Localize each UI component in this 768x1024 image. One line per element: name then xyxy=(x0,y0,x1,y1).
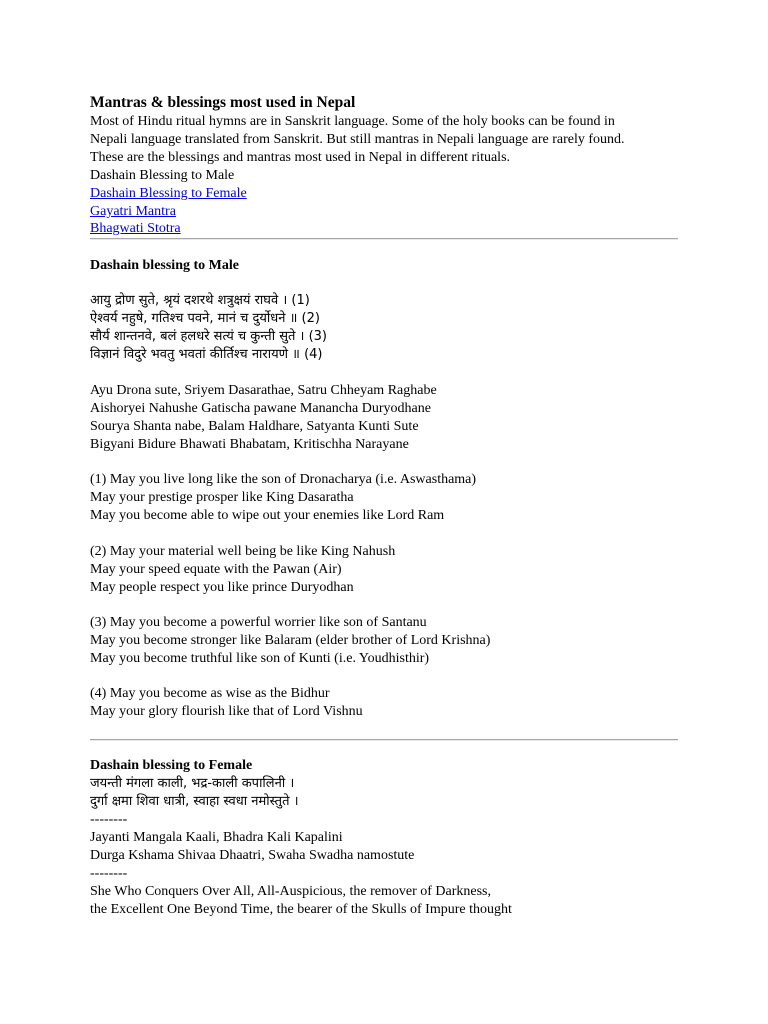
link-bhagwati-stotra[interactable]: Bhagwati Stotra xyxy=(90,221,181,236)
meaning-line: She Who Conquers Over All, All-Auspicious, the remover of Darkness, xyxy=(90,884,492,899)
meaning-line: May people respect you like prince Duryodhan xyxy=(90,580,354,595)
meaning-line: (1) May you live long like the son of Dronacharya (i.e. Aswasthama) xyxy=(90,472,477,487)
transliteration-line: Durga Kshama Shivaa Dhaatri, Swaha Swadha namostute xyxy=(90,848,415,863)
transliteration-line: Jayanti Mangala Kaali, Bhadra Kali Kapalini xyxy=(90,830,343,845)
sanskrit-verse-line: सौर्य शान्तनवे, बलं हलधरे सत्यं च कुन्ती सुते । (3) xyxy=(90,329,328,344)
meaning-line: May your glory flourish like that of Lord Vishnu xyxy=(90,704,363,719)
link-gayatri-mantra[interactable]: Gayatri Mantra xyxy=(90,204,176,219)
separator-line: -------- xyxy=(90,812,128,827)
intro-line: These are the blessings and mantras most used in Nepal in different rituals. xyxy=(90,150,511,165)
sanskrit-verse-line: विज्ञानं विदुरे भवतु भवतां कीर्तिश्च नारायणे ॥ (4) xyxy=(90,347,323,362)
section-heading-male: Dashain blessing to Male xyxy=(90,258,239,273)
meaning-line: (2) May your material well being be like King Nahush xyxy=(90,544,396,559)
transliteration-line: Bigyani Bidure Bhawati Bhabatam, Kritischha Narayane xyxy=(90,437,409,452)
transliteration-line: Ayu Drona sute, Sriyem Dasarathae, Satru Chheyam Raghabe xyxy=(90,383,437,398)
page-title: Mantras & blessings most used in Nepal xyxy=(90,94,356,111)
sanskrit-verse-line: ऐश्वर्य नहुषे, गतिश्च पवने, मानं च दुर्योधने ॥ (2) xyxy=(90,311,320,326)
meaning-line: May your prestige prosper like King Dasaratha xyxy=(90,490,354,505)
meaning-line: May you become stronger like Balaram (elder brother of Lord Krishna) xyxy=(90,633,491,648)
separator-line: -------- xyxy=(90,866,128,881)
meaning-line: (3) May you become a powerful worrier like son of Santanu xyxy=(90,615,427,630)
toc-item-male: Dashain Blessing to Male xyxy=(90,168,235,183)
intro-line: Nepali language translated from Sanskrit. But still mantras in Nepali language are rarely found. xyxy=(90,132,625,147)
transliteration-line: Sourya Shanta nabe, Balam Haldhare, Satyanta Kunti Sute xyxy=(90,419,419,434)
intro-line: Most of Hindu ritual hymns are in Sanskrit language. Some of the holy books can be found in xyxy=(90,114,615,129)
divider xyxy=(90,739,678,741)
sanskrit-verse-line: दुर्गा क्षमा शिवा धात्री, स्वाहा स्वधा नमोस्तुते । xyxy=(90,794,299,809)
divider xyxy=(90,238,678,240)
link-dashain-female[interactable]: Dashain Blessing to Female xyxy=(90,186,247,201)
meaning-line: the Excellent One Beyond Time, the bearer of the Skulls of Impure thought xyxy=(90,902,512,917)
transliteration-line: Aishoryei Nahushe Gatischa pawane Manancha Duryodhane xyxy=(90,401,431,416)
sanskrit-verse-line: जयन्ती मंगला काली, भद्र-काली कपालिनी । xyxy=(90,776,295,791)
meaning-line: May you become able to wipe out your enemies like Lord Ram xyxy=(90,508,445,523)
sanskrit-verse-line: आयु द्रोण सुते, श्रृयं दशरथे शत्रुक्षयं राघवे । (1) xyxy=(90,293,310,308)
meaning-line: May you become truthful like son of Kunti (i.e. Youdhisthir) xyxy=(90,651,430,666)
section-heading-female: Dashain blessing to Female xyxy=(90,758,253,773)
meaning-line: (4) May you become as wise as the Bidhur xyxy=(90,686,330,701)
meaning-line: May your speed equate with the Pawan (Air) xyxy=(90,562,342,577)
